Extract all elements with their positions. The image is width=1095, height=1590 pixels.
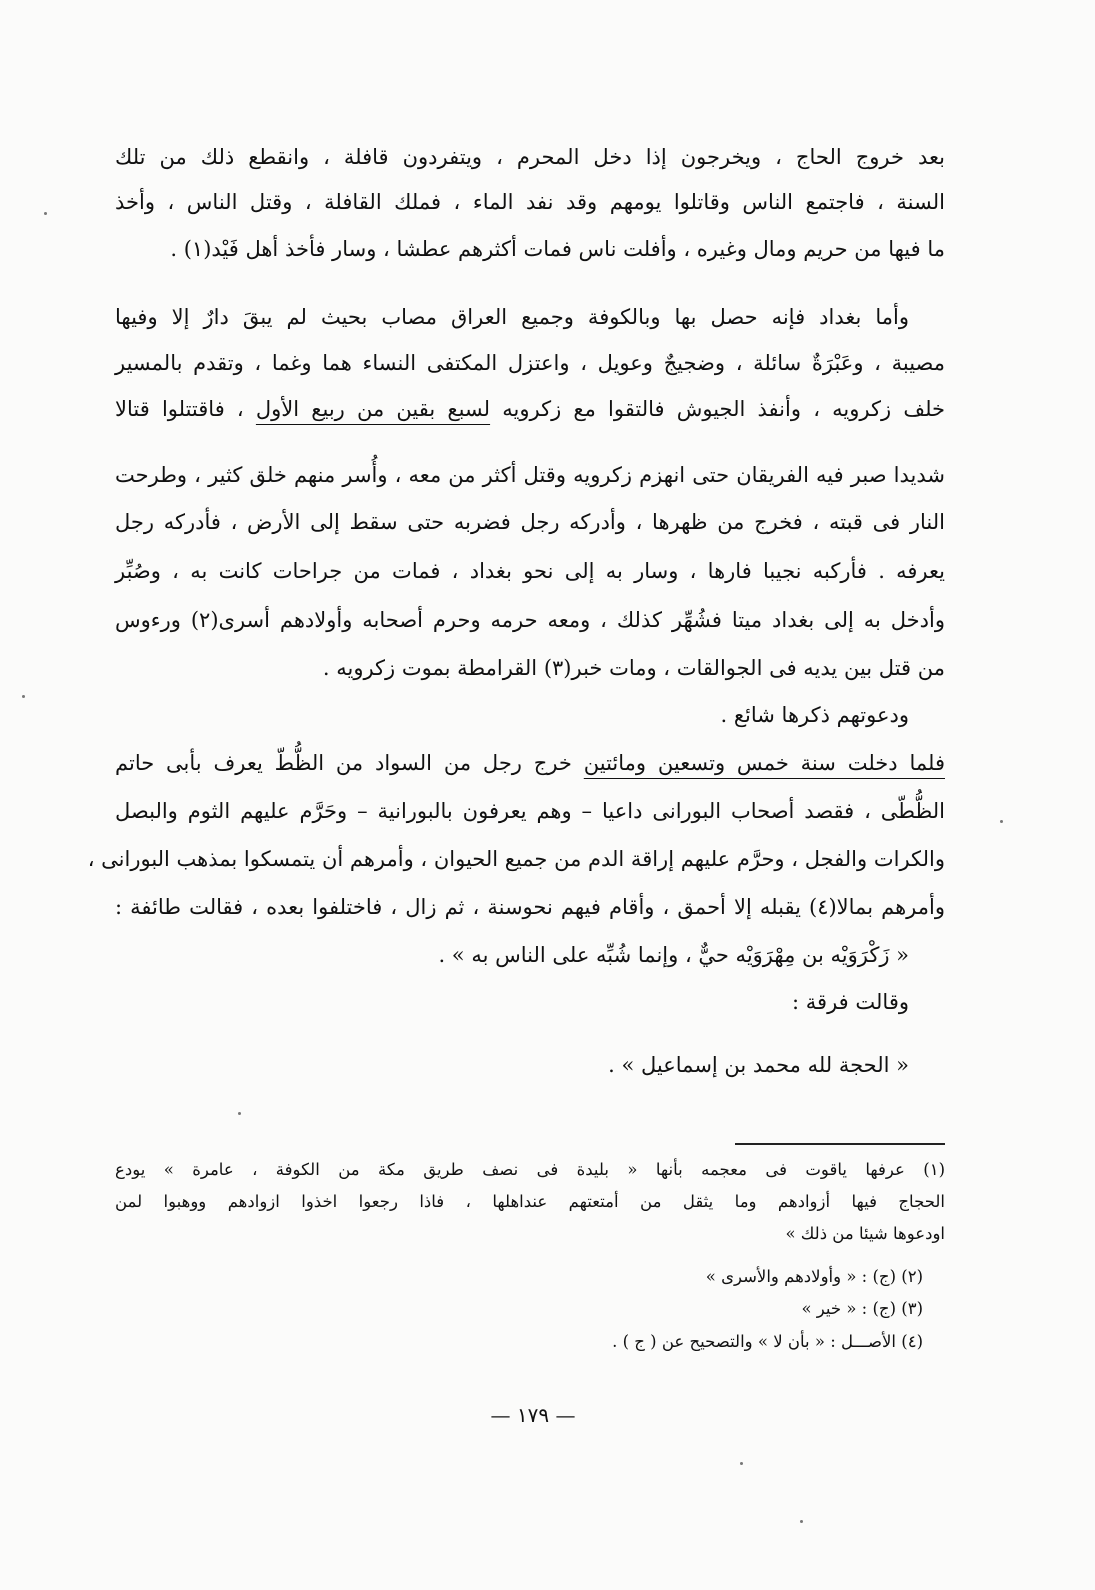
scan-speck bbox=[44, 212, 47, 215]
text-line: ما فيها من حريم ومال وغيره ، وأفلت ناس فمات أكثرهم عطشا ، وسار فأخذ أهل فَيْد(١) . bbox=[170, 237, 945, 261]
text-line: وأما بغداد فإنه حصل بها وبالكوفة وجميع العراق مصاب بحيث لم يبقَ دارٌ إلا وفيها bbox=[115, 305, 909, 329]
page-number: — ١٧٩ — bbox=[490, 1403, 576, 1427]
text-line: خلف زكرويه ، وأنفذ الجيوش فالتقوا مع زكرويه لسبع بقين من ربيع الأول ، فاقتتلوا قتالا bbox=[115, 397, 945, 421]
main-text bbox=[87, 142, 945, 1132]
quote-line: « الحجة لله محمد بن إسماعيل » . bbox=[608, 1053, 909, 1077]
footnote-line: (٢) (ج) : « وأولادهم والأسرى » bbox=[705, 1267, 923, 1286]
text-line: ودعوتهم ذكرها شائع . bbox=[720, 703, 909, 727]
underlined-phrase: فلما دخلت سنة خمس وتسعين ومائتين bbox=[583, 751, 945, 775]
text-line: شديدا صبر فيه الفريقان حتى انهزم زكرويه وقتل أكثر من معه ، وأُسر منهم خلق كثير ، وطرحت bbox=[115, 463, 945, 487]
footnotes bbox=[115, 1158, 945, 1368]
text-line: والكرات والفجل ، وحرَّم عليهم إراقة الدم من جميع الحيوان ، وأمرهم أن يتمسكوا بمذهب البورانى ، bbox=[87, 847, 945, 871]
text-line: السنة ، فاجتمع الناس وقاتلوا يومهم وقد نفد الماء ، فملك القافلة ، وقتل الناس ، وأخذ bbox=[115, 190, 945, 214]
footnote-line: (٤) الأصـــل : « بأن لا » والتصحيح عن ( ج ) . bbox=[612, 1332, 923, 1351]
footnote-line: (٣) (ج) : « خير » bbox=[801, 1299, 923, 1318]
text-line: وأمرهم بمالا(٤) يقبله إلا أحمق ، وأقام فيهم نحوسنة ، ثم زال ، فاختلفوا بعده ، فقالت طائفة : bbox=[115, 895, 945, 919]
underlined-phrase: لسبع بقين من ربيع الأول bbox=[255, 397, 491, 421]
footnote-line: اودعوها شيئا من ذلك » bbox=[785, 1224, 945, 1243]
text-line: مصيبة ، وعَبْرَةٌ سائلة ، وضجيجٌ وعويل ، واعتزل المكتفى النساء هما وغما ، وتقدم بالمسير bbox=[115, 351, 945, 375]
scan-speck bbox=[740, 1462, 743, 1465]
footnote-line: الحجاج فيها أزوادهم وما يثقل من أمتعتهم عنداهلها ، فاذا رجعوا اخذوا ازوادهم ووهبوا لمن bbox=[115, 1192, 945, 1211]
text-line: بعد خروج الحاج ، ويخرجون إذا دخل المحرم ، ويتفردون قافلة ، وانقطع ذلك من تلك bbox=[115, 145, 945, 169]
scan-speck bbox=[800, 1520, 803, 1523]
scan-speck bbox=[22, 695, 25, 698]
scan-speck bbox=[238, 1112, 241, 1115]
text-line: وقالت فرقة : bbox=[792, 990, 909, 1014]
text-line: من قتل بين يديه فى الجوالقات ، ومات خبر(٣) القرامطة بموت زكرويه . bbox=[322, 656, 945, 680]
text-line-underlined: فلما دخلت سنة خمس وتسعين ومائتين خرج رجل من السواد من الظُّطّ يعرف بأبى حاتم bbox=[115, 751, 945, 775]
text-line: النار فى قبته ، فخرج من ظهرها ، وأدركه رجل فضربه حتى سقط إلى الأرض ، فأدركه رجل bbox=[115, 510, 945, 534]
footnote-line: (١) عرفها ياقوت فى معجمه بأنها « بليدة فى نصف طريق مكة من الكوفة ، عامرة » يودع bbox=[115, 1160, 945, 1179]
footnote-separator bbox=[735, 1143, 945, 1145]
text-line: يعرفه . فأركبه نجيبا فارها ، وسار به إلى نحو بغداد ، فمات من جراحات كانت به ، وصُبِّر bbox=[115, 559, 945, 583]
text-line: الظُّطّى ، فقصد أصحاب البورانى داعيا – وهم يعرفون بالبورانية – وحَرَّم عليهم الثوم والبصل bbox=[115, 799, 945, 823]
text-line: وأدخل به إلى بغداد ميتا فشُهِّر كذلك ، ومعه حرمه وحرم أصحابه وأولادهم أسرى(٢) ورءوس bbox=[115, 608, 945, 632]
scan-speck bbox=[1000, 820, 1003, 823]
quote-line: « زَكْرَوَيْه بن مِهْرَوَيْه حيٌّ ، وإنما شُبِّه على الناس به » . bbox=[438, 943, 909, 967]
